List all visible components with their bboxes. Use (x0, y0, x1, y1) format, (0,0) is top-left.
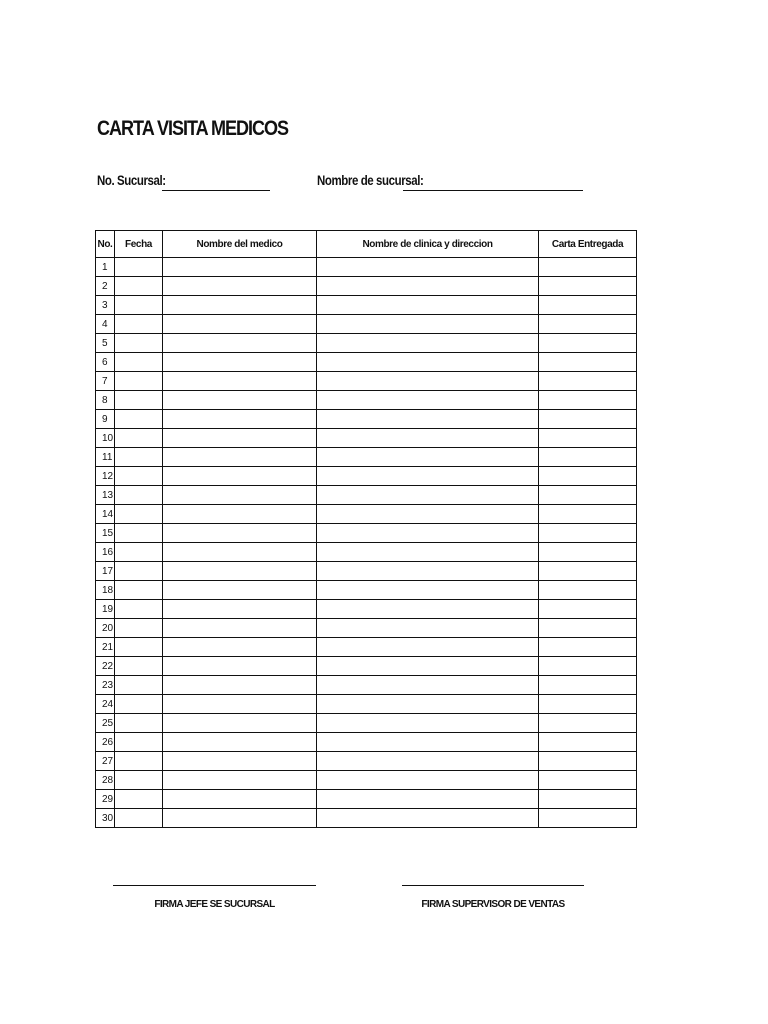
carta-cell[interactable] (539, 676, 637, 695)
row-number: 26 (96, 733, 115, 752)
row-number: 7 (96, 372, 115, 391)
medico-cell[interactable] (163, 600, 317, 619)
row-number: 1 (96, 258, 115, 277)
fecha-cell[interactable] (115, 505, 163, 524)
row-number: 9 (96, 410, 115, 429)
carta-cell[interactable] (539, 695, 637, 714)
fecha-cell[interactable] (115, 486, 163, 505)
table-row (96, 809, 637, 828)
clinica-cell[interactable] (317, 676, 539, 695)
table-row (96, 353, 637, 372)
fecha-cell[interactable] (115, 448, 163, 467)
medico-cell[interactable] (163, 543, 317, 562)
row-number: 24 (96, 695, 115, 714)
table-header-row (96, 231, 637, 258)
row-number: 18 (96, 581, 115, 600)
clinica-cell[interactable] (317, 657, 539, 676)
medico-cell[interactable] (163, 771, 317, 790)
table-row (96, 638, 637, 657)
row-number: 29 (96, 790, 115, 809)
fecha-cell[interactable] (115, 638, 163, 657)
fecha-cell[interactable] (115, 809, 163, 828)
table-body (96, 258, 637, 828)
table-row (96, 448, 637, 467)
clinica-cell[interactable] (317, 695, 539, 714)
clinica-cell[interactable] (317, 543, 539, 562)
medico-cell[interactable] (163, 695, 317, 714)
carta-cell[interactable] (539, 334, 637, 353)
row-number: 12 (96, 467, 115, 486)
fecha-cell[interactable] (115, 429, 163, 448)
carta-cell[interactable] (539, 277, 637, 296)
clinica-cell[interactable] (317, 277, 539, 296)
medico-cell[interactable] (163, 581, 317, 600)
row-number: 14 (96, 505, 115, 524)
header-fecha: Fecha (115, 231, 163, 258)
table-row (96, 790, 637, 809)
table-row (96, 714, 637, 733)
clinica-cell[interactable] (317, 733, 539, 752)
fecha-cell[interactable] (115, 391, 163, 410)
carta-cell[interactable] (539, 600, 637, 619)
table-row (96, 752, 637, 771)
clinica-cell[interactable] (317, 448, 539, 467)
clinica-cell[interactable] (317, 467, 539, 486)
header-nombre-medico: Nombre del medico (163, 231, 317, 258)
carta-cell[interactable] (539, 771, 637, 790)
medico-cell[interactable] (163, 676, 317, 695)
clinica-cell[interactable] (317, 391, 539, 410)
table-row (96, 676, 637, 695)
row-number: 20 (96, 619, 115, 638)
fecha-cell[interactable] (115, 353, 163, 372)
carta-cell[interactable] (539, 410, 637, 429)
medico-cell[interactable] (163, 334, 317, 353)
table-row (96, 695, 637, 714)
fecha-cell[interactable] (115, 790, 163, 809)
branch-name-label: Nombre de sucursal: (317, 172, 424, 188)
clinica-cell[interactable] (317, 410, 539, 429)
medico-cell[interactable] (163, 467, 317, 486)
fecha-cell[interactable] (115, 600, 163, 619)
table-row (96, 733, 637, 752)
row-number: 5 (96, 334, 115, 353)
carta-cell[interactable] (539, 619, 637, 638)
table-row (96, 277, 637, 296)
medico-cell[interactable] (163, 638, 317, 657)
row-number: 28 (96, 771, 115, 790)
carta-cell[interactable] (539, 486, 637, 505)
fecha-cell[interactable] (115, 372, 163, 391)
table-row (96, 334, 637, 353)
medico-cell[interactable] (163, 258, 317, 277)
row-number: 25 (96, 714, 115, 733)
fecha-cell[interactable] (115, 258, 163, 277)
table-row (96, 543, 637, 562)
table-row (96, 410, 637, 429)
table-row (96, 296, 637, 315)
table-row (96, 315, 637, 334)
table-row (96, 524, 637, 543)
carta-cell[interactable] (539, 752, 637, 771)
row-number: 10 (96, 429, 115, 448)
fecha-cell[interactable] (115, 524, 163, 543)
carta-cell[interactable] (539, 315, 637, 334)
clinica-cell[interactable] (317, 372, 539, 391)
carta-cell[interactable] (539, 714, 637, 733)
medico-cell[interactable] (163, 448, 317, 467)
table-row (96, 562, 637, 581)
clinica-cell[interactable] (317, 353, 539, 372)
medico-cell[interactable] (163, 391, 317, 410)
medico-cell[interactable] (163, 486, 317, 505)
branch-number-label: No. Sucursal: (97, 172, 166, 188)
row-number: 16 (96, 543, 115, 562)
carta-cell[interactable] (539, 258, 637, 277)
row-number: 6 (96, 353, 115, 372)
carta-cell[interactable] (539, 505, 637, 524)
medico-cell[interactable] (163, 410, 317, 429)
carta-cell[interactable] (539, 467, 637, 486)
clinica-cell[interactable] (317, 638, 539, 657)
fecha-cell[interactable] (115, 771, 163, 790)
clinica-cell[interactable] (317, 505, 539, 524)
row-number: 8 (96, 391, 115, 410)
clinica-cell[interactable] (317, 334, 539, 353)
medico-cell[interactable] (163, 562, 317, 581)
carta-cell[interactable] (539, 524, 637, 543)
fecha-cell[interactable] (115, 676, 163, 695)
row-number: 4 (96, 315, 115, 334)
clinica-cell[interactable] (317, 600, 539, 619)
medico-cell[interactable] (163, 790, 317, 809)
clinica-cell[interactable] (317, 809, 539, 828)
row-number: 15 (96, 524, 115, 543)
clinica-cell[interactable] (317, 258, 539, 277)
branch-number-field[interactable] (162, 190, 270, 191)
medico-cell[interactable] (163, 353, 317, 372)
table-row (96, 619, 637, 638)
table-row (96, 581, 637, 600)
branch-name-field[interactable] (403, 190, 583, 191)
table-row (96, 258, 637, 277)
medico-cell[interactable] (163, 372, 317, 391)
carta-cell[interactable] (539, 790, 637, 809)
medico-cell[interactable] (163, 315, 317, 334)
medico-cell[interactable] (163, 752, 317, 771)
medico-cell[interactable] (163, 619, 317, 638)
header-no: No. (96, 231, 115, 258)
header-clinica-direccion: Nombre de clinica y direccion (317, 231, 539, 258)
clinica-cell[interactable] (317, 562, 539, 581)
clinica-cell[interactable] (317, 790, 539, 809)
fecha-cell[interactable] (115, 714, 163, 733)
row-number: 22 (96, 657, 115, 676)
fecha-cell[interactable] (115, 562, 163, 581)
clinica-cell[interactable] (317, 429, 539, 448)
table-row (96, 391, 637, 410)
clinica-cell[interactable] (317, 771, 539, 790)
page-title: CARTA VISITA MEDICOS (97, 117, 289, 140)
medico-cell[interactable] (163, 714, 317, 733)
fecha-cell[interactable] (115, 543, 163, 562)
left-signature-line (113, 885, 316, 886)
row-number: 21 (96, 638, 115, 657)
fecha-cell[interactable] (115, 467, 163, 486)
row-number: 11 (96, 448, 115, 467)
row-number: 19 (96, 600, 115, 619)
clinica-cell[interactable] (317, 581, 539, 600)
carta-cell[interactable] (539, 448, 637, 467)
visit-log-table (95, 230, 637, 828)
carta-cell[interactable] (539, 638, 637, 657)
fecha-cell[interactable] (115, 752, 163, 771)
clinica-cell[interactable] (317, 714, 539, 733)
row-number: 17 (96, 562, 115, 581)
medico-cell[interactable] (163, 505, 317, 524)
carta-cell[interactable] (539, 296, 637, 315)
fecha-cell[interactable] (115, 277, 163, 296)
clinica-cell[interactable] (317, 315, 539, 334)
clinica-cell[interactable] (317, 619, 539, 638)
medico-cell[interactable] (163, 277, 317, 296)
table-row (96, 429, 637, 448)
carta-cell[interactable] (539, 657, 637, 676)
row-number: 27 (96, 752, 115, 771)
fecha-cell[interactable] (115, 410, 163, 429)
fecha-cell[interactable] (115, 315, 163, 334)
row-number: 13 (96, 486, 115, 505)
header-carta-entregada: Carta Entregada (539, 231, 637, 258)
medico-cell[interactable] (163, 657, 317, 676)
clinica-cell[interactable] (317, 486, 539, 505)
table-row (96, 467, 637, 486)
clinica-cell[interactable] (317, 524, 539, 543)
left-signature-label: FIRMA JEFE SE SUCURSAL (154, 899, 275, 910)
medico-cell[interactable] (163, 429, 317, 448)
fecha-cell[interactable] (115, 334, 163, 353)
table-row (96, 372, 637, 391)
carta-cell[interactable] (539, 733, 637, 752)
right-signature-label: FIRMA SUPERVISOR DE VENTAS (421, 899, 565, 910)
clinica-cell[interactable] (317, 752, 539, 771)
row-number: 2 (96, 277, 115, 296)
carta-cell[interactable] (539, 353, 637, 372)
row-number: 3 (96, 296, 115, 315)
table-row (96, 486, 637, 505)
right-signature-line (402, 885, 584, 886)
medico-cell[interactable] (163, 809, 317, 828)
table-row (96, 657, 637, 676)
fecha-cell[interactable] (115, 695, 163, 714)
carta-cell[interactable] (539, 581, 637, 600)
carta-cell[interactable] (539, 543, 637, 562)
medico-cell[interactable] (163, 296, 317, 315)
table-row (96, 771, 637, 790)
fecha-cell[interactable] (115, 657, 163, 676)
table-row (96, 505, 637, 524)
carta-cell[interactable] (539, 562, 637, 581)
fecha-cell[interactable] (115, 619, 163, 638)
clinica-cell[interactable] (317, 296, 539, 315)
fecha-cell[interactable] (115, 296, 163, 315)
carta-cell[interactable] (539, 372, 637, 391)
medico-cell[interactable] (163, 733, 317, 752)
row-number: 23 (96, 676, 115, 695)
row-number: 30 (96, 809, 115, 828)
fecha-cell[interactable] (115, 733, 163, 752)
fecha-cell[interactable] (115, 581, 163, 600)
table-row (96, 600, 637, 619)
carta-cell[interactable] (539, 809, 637, 828)
medico-cell[interactable] (163, 524, 317, 543)
carta-cell[interactable] (539, 429, 637, 448)
carta-cell[interactable] (539, 391, 637, 410)
